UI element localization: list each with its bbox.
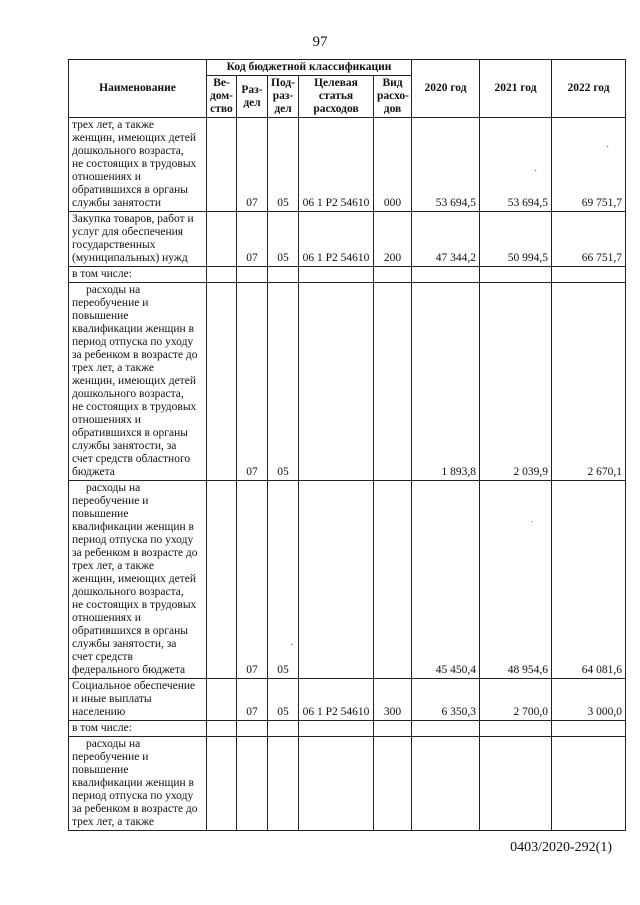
scan-speck: · [534,166,538,177]
row-target [299,283,374,481]
row-2020: 6 350,3 [412,679,480,721]
row-podrazdel [268,737,299,831]
row-target [299,737,374,831]
row-vedomstvo [207,118,237,212]
scan-speck: · [290,640,294,651]
row-razdel: 07 [237,481,268,679]
row-vedomstvo [207,212,237,267]
row-vid: 300 [374,679,412,721]
row-2022: 3 000,0 [552,679,626,721]
header-name: Наименование [69,60,207,118]
row-podrazdel: 05 [268,679,299,721]
row-2022 [552,737,626,831]
row-razdel: 07 [237,212,268,267]
row-name: расходы на переобучение и повышение квалификации женщин в период отпуска по уходу за ребенком в возрасте до трех лет, а также женщин, имеющих детей дошкольного возраста, не состоящих в трудовых отношениях и обратившихся в органы службы занятости, за счет средств федерального бюджета [69,481,207,679]
row-razdel: 07 [237,283,268,481]
row-name: в том числе: [69,267,207,283]
row-name: расходы на переобучение и повышение квалификации женщин в период отпуска по уходу за ребенком в возрасте до трех лет, а также женщин, имеющих детей дошкольного возраста, не состоящих в трудовых отношениях и обратившихся в органы службы занятости, за счет средств областного бюджета [69,283,207,481]
row-2021 [480,267,552,283]
row-name: Закупка товаров, работ и услуг для обеспечения государственных (муниципальных) нужд [69,212,207,267]
table-row [69,267,626,283]
row-podrazdel: 05 [268,283,299,481]
row-2020: 45 450,4 [412,481,480,679]
row-2022: 69 751,7 [552,118,626,212]
document-code: 0403/2020-292(1) [510,840,612,855]
row-name: расходы на переобучение и повышение квалификации женщин в период отпуска по уходу за ребенком в возрасте до трех лет, а также [69,737,207,831]
row-podrazdel: 05 [268,212,299,267]
row-vid [374,481,412,679]
row-2021: 48 954,6 [480,481,552,679]
row-name: в том числе: [69,721,207,737]
row-vedomstvo [207,737,237,831]
row-razdel: 07 [237,118,268,212]
scan-speck: ˎ [530,512,534,523]
page-number: 97 [312,34,328,50]
row-podrazdel [268,721,299,737]
row-vedomstvo [207,283,237,481]
row-target [299,267,374,283]
row-2020 [412,267,480,283]
table-row [69,737,626,831]
scan-speck: · [606,142,610,153]
row-target: 06 1 P2 54610 [299,118,374,212]
row-razdel [237,267,268,283]
row-vedomstvo [207,481,237,679]
table-row [69,721,626,737]
table-row [69,212,626,267]
row-2020: 47 344,2 [412,212,480,267]
row-2022: 64 081,6 [552,481,626,679]
header-2021: 2021 год [480,60,552,118]
row-2021 [480,737,552,831]
header-vedomstvo: Ве- дом- ство [207,76,237,118]
row-vid: 000 [374,118,412,212]
row-vid [374,267,412,283]
header-target: Целевая статья расходов [299,76,374,118]
row-name: трех лет, а также женщин, имеющих детей дошкольного возраста, не состоящих в трудовых отношениях и обратившихся в органы службы занятости [69,118,207,212]
row-target [299,721,374,737]
row-razdel [237,737,268,831]
table-header [69,60,626,118]
table-row [69,283,626,481]
row-vid [374,283,412,481]
header-razdel: Раз- дел [237,76,268,118]
row-name: Социальное обеспечение и иные выплаты населению [69,679,207,721]
row-2022: 2 670,1 [552,283,626,481]
row-2021: 2 700,0 [480,679,552,721]
row-2021: 53 694,5 [480,118,552,212]
row-vedomstvo [207,267,237,283]
table-body [69,118,626,831]
row-vid: 200 [374,212,412,267]
row-target: 06 1 P2 54610 [299,212,374,267]
header-code-group: Код бюджетной классификации [207,60,412,76]
row-podrazdel: 05 [268,118,299,212]
table-row [69,481,626,679]
header-podrazdel: Под- раз- дел [268,76,299,118]
row-vedomstvo [207,721,237,737]
row-podrazdel [268,267,299,283]
row-podrazdel: 05 [268,481,299,679]
table-row [69,679,626,721]
header-vid: Вид расхо- дов [374,76,412,118]
row-2022: 66 751,7 [552,212,626,267]
row-2020 [412,737,480,831]
row-2021: 50 994,5 [480,212,552,267]
table-row [69,118,626,212]
row-vid [374,737,412,831]
row-razdel [237,721,268,737]
row-2021: 2 039,9 [480,283,552,481]
row-2020 [412,721,480,737]
row-2020: 1 893,8 [412,283,480,481]
row-vedomstvo [207,679,237,721]
row-vid [374,721,412,737]
budget-table [68,59,626,831]
header-2022: 2022 год [552,60,626,118]
row-2020: 53 694,5 [412,118,480,212]
row-target [299,481,374,679]
row-2022 [552,267,626,283]
row-2022 [552,721,626,737]
row-target: 06 1 P2 54610 [299,679,374,721]
row-2021 [480,721,552,737]
row-razdel: 07 [237,679,268,721]
header-2020: 2020 год [412,60,480,118]
